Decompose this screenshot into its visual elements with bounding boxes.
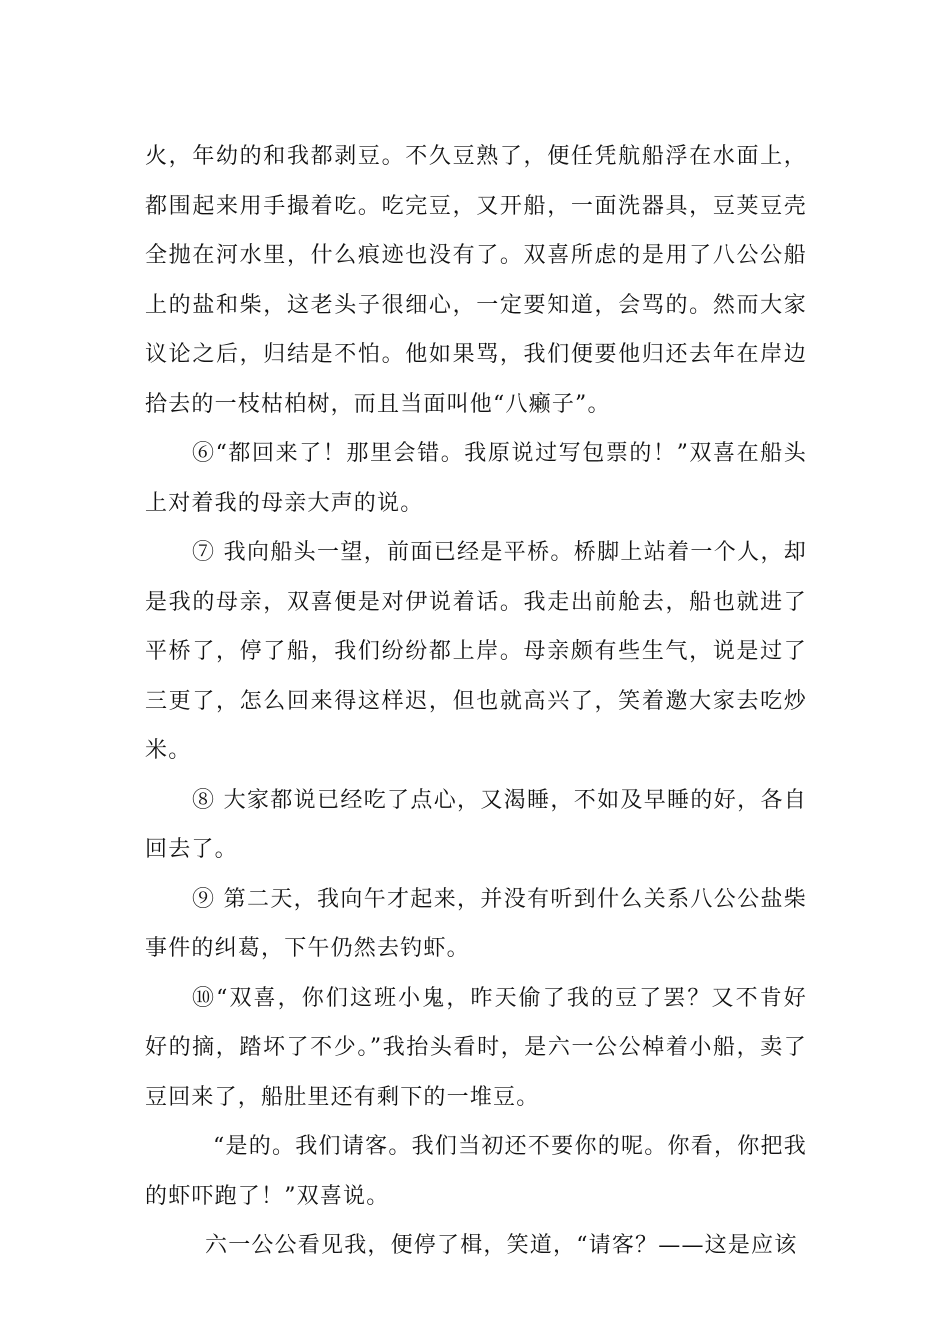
paragraph-shuangxi-reply: “是的。我们请客。我们当初还不要你的呢。你看，你把我的虾吓跑了！”双喜说。 <box>145 1134 807 1209</box>
paragraph-7: ⑦ 我向船头一望，前面已经是平桥。桥脚上站着一个人，却是我的母亲，双喜便是对伊说着话。我走出前舱去，船也就进了平桥了，停了船，我们纷纷都上岸。母亲颇有些生气，说是过了三更了，怎么回来得这样迟，但也就高兴了，笑着邀大家去吃炒米。 <box>145 540 807 763</box>
paragraph-9: ⑨ 第二天，我向午才起来，并没有听到什么关系八公公盐柴事件的纠葛，下午仍然去钓虾。 <box>145 886 807 961</box>
paragraph-liuyi-gonggong: 六一公公看见我，便停了楫，笑道，“请客？——这是应该 <box>205 1233 798 1258</box>
paragraph-6: ⑥“都回来了！那里会错。我原说过写包票的！”双喜在船头上对着我的母亲大声的说。 <box>145 441 807 516</box>
document-body <box>145 132 807 1271</box>
paragraph-10: ⑩“双喜，你们这班小鬼，昨天偷了我的豆了罢？又不肯好好的摘，踏坏了不少。”我抬头看时，是六一公公棹着小船，卖了豆回来了，船肚里还有剩下的一堆豆。 <box>145 985 807 1110</box>
paragraph-8: ⑧ 大家都说已经吃了点心，又渴睡，不如及早睡的好，各自回去了。 <box>145 787 807 862</box>
paragraph-continued: 火，年幼的和我都剥豆。不久豆熟了，便任凭航船浮在水面上，都围起来用手撮着吃。吃完豆，又开船，一面洗器具，豆荚豆壳全抛在河水里，什么痕迹也没有了。双喜所虑的是用了八公公船上的盐和柴，这老头子很细心，一定要知道，会骂的。然而大家议论之后，归结是不怕。他如果骂，我们便要他归还去年在岸边拾去的一枝枯柏树，而且当面叫他“八癞子”。 <box>145 144 807 417</box>
